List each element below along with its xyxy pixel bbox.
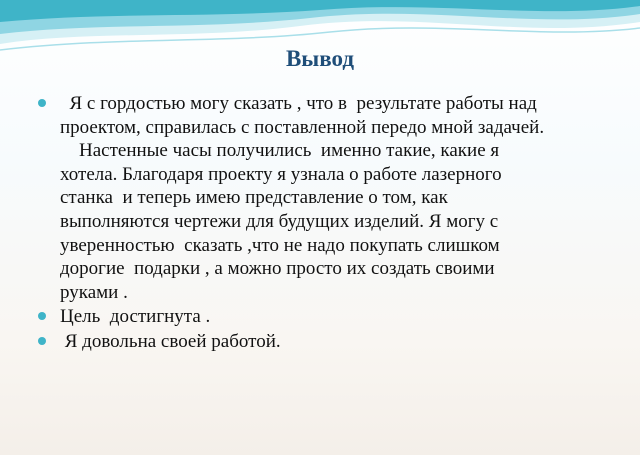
paragraph-line: Настенные часы получились именно такие, какие я	[60, 140, 500, 162]
paragraph-line: руками .	[60, 281, 128, 303]
bullet-dot-icon	[38, 337, 46, 345]
bullet-dot-icon	[38, 312, 46, 320]
paragraph-line: хотела. Благодаря проекту я узнала о работе лазерного	[60, 163, 502, 185]
paragraph-line: проектом, справилась с поставленной передо мной задачей.	[60, 116, 545, 138]
bullet-paragraph	[60, 92, 613, 304]
paragraph-line: станка и теперь имею представление о том, как	[60, 187, 448, 209]
paragraph-line: выполняются чертежи для будущих изделий. Я могу с	[60, 210, 499, 232]
bullet-item-satisfaction	[38, 330, 613, 354]
paragraph-line: уверенностью сказать ,что не надо покупать слишком	[60, 234, 500, 256]
bullet-dot-icon	[38, 99, 46, 107]
slide-title: Вывод	[285, 46, 355, 71]
bullet-item-conclusion	[38, 92, 613, 304]
paragraph-line: Я с гордостью могу сказать , что в результате работы над	[60, 93, 537, 114]
bullet-text: Цель достигнута .	[60, 306, 211, 328]
bullet-text: Я довольна своей работой.	[60, 330, 281, 352]
bullet-item-goal	[38, 305, 613, 329]
bullet-list	[38, 92, 613, 355]
paragraph-line: дорогие подарки , а можно просто их создать своими	[60, 258, 495, 280]
